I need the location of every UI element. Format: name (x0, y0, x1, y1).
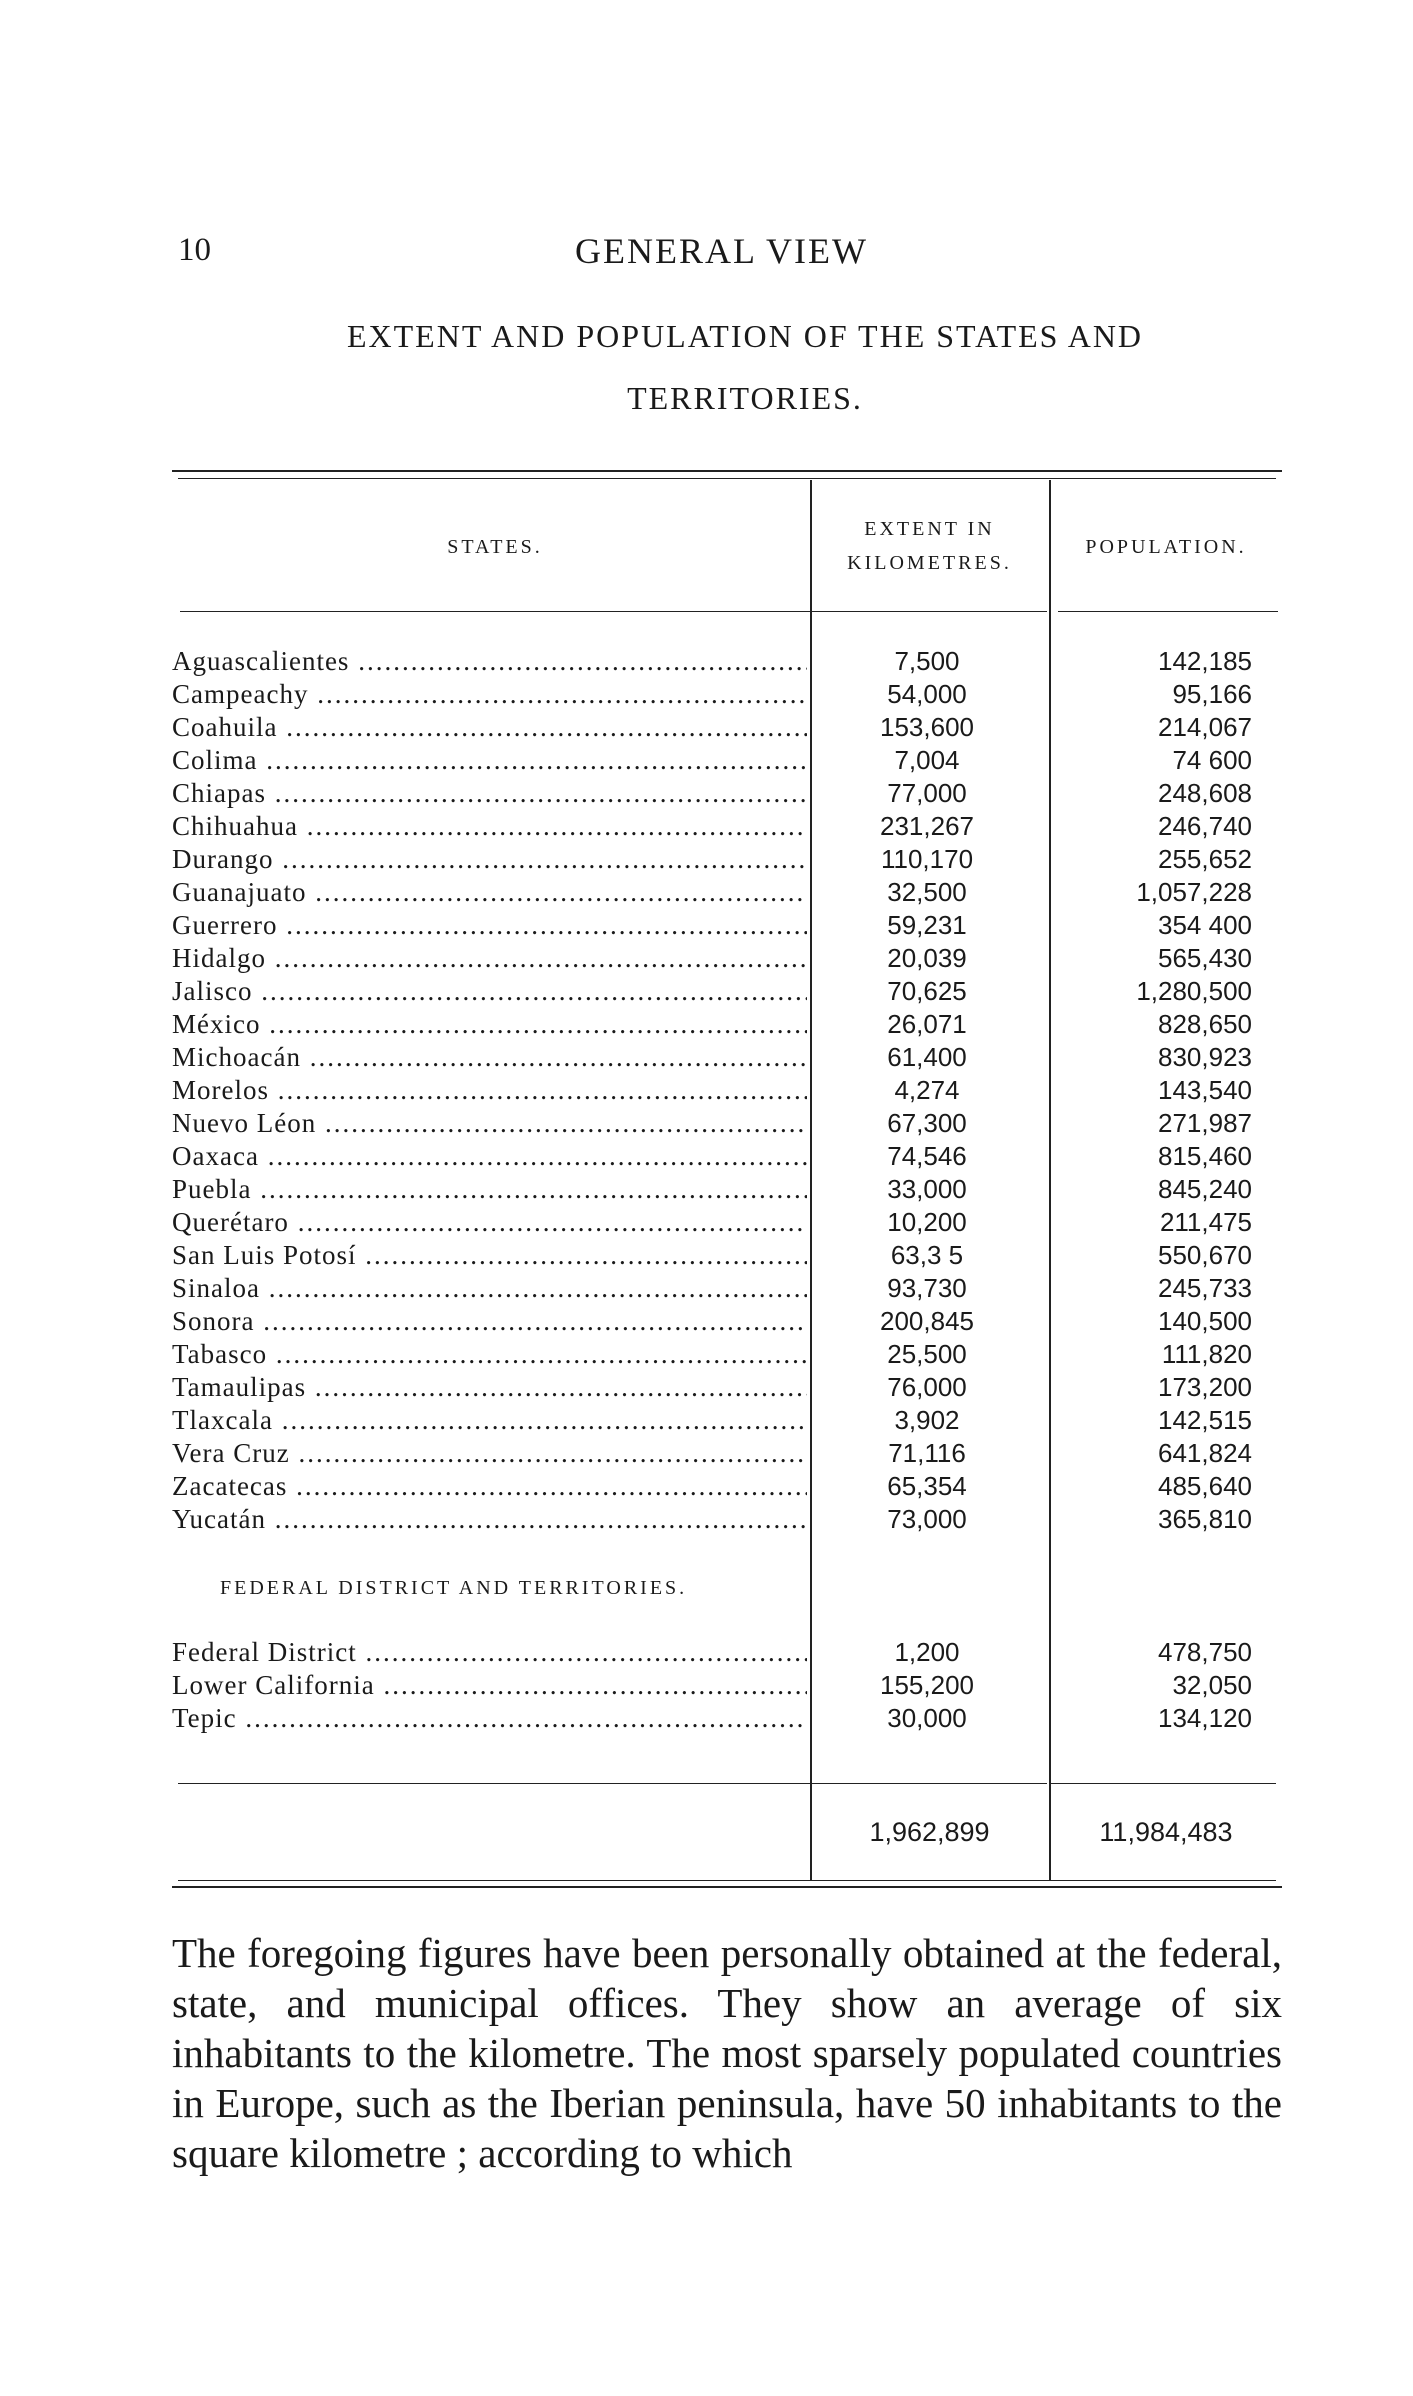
table-row (172, 942, 1282, 975)
population-value: 271,987 (1158, 1108, 1252, 1138)
extent-value: 110,170 (880, 844, 974, 874)
header-extent-line-2: KILOMETRES. (847, 552, 1012, 574)
table-row (172, 1636, 1282, 1669)
population-value: 142,185 (1158, 646, 1252, 676)
table-bottom-rule-2 (172, 1886, 1282, 1888)
state-name: Sonora ..... (172, 1305, 807, 1338)
extent-value: 77,000 (887, 778, 967, 808)
population-value: 142,515 (1158, 1405, 1252, 1435)
population-value: 255,652 (1158, 844, 1252, 874)
extent-value: 153,600 (880, 712, 974, 742)
population-value: 815,460 (1158, 1141, 1252, 1171)
population-value: 143,540 (1158, 1075, 1252, 1105)
table-row (172, 876, 1282, 909)
extent-value: 67,300 (887, 1108, 967, 1138)
totals-rule-mid (812, 1783, 1047, 1784)
population-value: 248,608 (1158, 778, 1252, 808)
extent-value: 70,625 (887, 976, 967, 1006)
population-value: 1,057,228 (1136, 877, 1252, 907)
table-row (172, 843, 1282, 876)
population-value: 173,200 (1158, 1372, 1252, 1402)
population-value: 74 600 (1172, 745, 1252, 775)
extent-value: 200,845 (880, 1306, 974, 1336)
extent-value: 4,274 (894, 1075, 960, 1105)
state-name: Guanajuato ..... (172, 876, 807, 909)
totals-rule-right (1051, 1783, 1276, 1784)
extent-value: 3,902 (894, 1405, 960, 1435)
table-row (172, 810, 1282, 843)
extent-value: 155,200 (880, 1670, 974, 1700)
body-paragraph (172, 1928, 1282, 2178)
extent-value: 54,000 (887, 679, 967, 709)
state-name: Yucatán ..... (172, 1503, 807, 1536)
population-value: 828,650 (1158, 1009, 1252, 1039)
paragraph-text: The foregoing figures have been personally obtained at the federal, state, and municipal offices. They show an average of six inhabitants to the kilometre. The most sparsely populated countries in Europe, such as the Iberian peninsula, have 50 inhabitants to the square kilometre ; according to which (172, 1930, 1282, 2176)
population-value: 478,750 (1158, 1637, 1252, 1667)
extent-value: 73,000 (887, 1504, 967, 1534)
population-value: 245,733 (1158, 1273, 1252, 1303)
population-value: 365,810 (1158, 1504, 1252, 1534)
table-row (172, 1008, 1282, 1041)
territories-heading: FEDERAL DISTRICT AND TERRITORIES. (220, 1577, 688, 1599)
population-value: 550,670 (1158, 1240, 1252, 1270)
table-row (172, 1503, 1282, 1536)
population-value: 32,050 (1172, 1670, 1252, 1700)
state-name: Querétaro ..... (172, 1206, 807, 1239)
extent-value: 71,116 (888, 1438, 966, 1468)
population-value: 354 400 (1158, 910, 1252, 940)
extent-value: 10,200 (887, 1207, 967, 1237)
state-name: Colima ..... (172, 744, 807, 777)
table-row (172, 744, 1282, 777)
table-row (172, 1437, 1282, 1470)
extent-value: 7,004 (894, 745, 960, 775)
extent-value: 61,400 (887, 1042, 967, 1072)
state-name: Guerrero ..... (172, 909, 807, 942)
population-value: 111,820 (1161, 1339, 1252, 1369)
table-row (172, 1239, 1282, 1272)
table-row (172, 1371, 1282, 1404)
total-extent: 1,962,899 (869, 1817, 990, 1847)
extent-value: 30,000 (887, 1703, 967, 1733)
table-row (172, 909, 1282, 942)
table-row (172, 1338, 1282, 1371)
state-name: Hidalgo ..... (172, 942, 807, 975)
state-name: Jalisco ..... (172, 975, 807, 1008)
state-name: Chihuahua ..... (172, 810, 807, 843)
table-row (172, 1305, 1282, 1338)
table-row (172, 1107, 1282, 1140)
territory-name: Federal District ..... (172, 1636, 807, 1669)
population-value: 830,923 (1158, 1042, 1252, 1072)
state-name: Sinaloa ..... (172, 1272, 807, 1305)
state-name: San Luis Potosí ..... (172, 1239, 807, 1272)
extent-value: 7,500 (894, 646, 960, 676)
state-name: Nuevo Léon ..... (172, 1107, 807, 1140)
table-bottom-rule-1 (178, 1880, 1276, 1881)
extent-value: 32,500 (887, 877, 967, 907)
extent-value: 25,500 (887, 1339, 967, 1369)
territory-name: Lower California ..... (172, 1669, 807, 1702)
header-rule-mid (812, 611, 1047, 612)
table-row (172, 975, 1282, 1008)
territory-name: Tepic ..... (172, 1702, 807, 1735)
population-value: 845,240 (1158, 1174, 1252, 1204)
state-name: Chiapas ..... (172, 777, 807, 810)
running-head: GENERAL VIEW (575, 231, 868, 271)
state-name: Durango ..... (172, 843, 807, 876)
header-states: STATES. (447, 536, 543, 558)
extent-value: 76,000 (887, 1372, 967, 1402)
header-extent-line-1: EXTENT IN (864, 518, 995, 540)
state-name: Oaxaca ..... (172, 1140, 807, 1173)
page-number: 10 (178, 232, 211, 268)
table-title-line-1: EXTENT AND POPULATION OF THE STATES AND (346, 318, 1144, 354)
table-row (172, 678, 1282, 711)
table-row (172, 645, 1282, 678)
population-value: 1,280,500 (1136, 976, 1252, 1006)
population-value: 246,740 (1158, 811, 1252, 841)
table-row (172, 777, 1282, 810)
population-value: 641,824 (1158, 1438, 1252, 1468)
population-value: 214,067 (1158, 712, 1252, 742)
totals-rule-left (178, 1783, 810, 1784)
state-name: Tabasco ..... (172, 1338, 807, 1371)
table-row (172, 1272, 1282, 1305)
population-value: 565,430 (1158, 943, 1252, 973)
table-row (172, 1702, 1282, 1735)
table-row (172, 1041, 1282, 1074)
table-row (172, 1404, 1282, 1437)
header-rule-right (1058, 611, 1278, 612)
table-row (172, 1206, 1282, 1239)
state-name: Morelos ..... (172, 1074, 807, 1107)
total-population: 11,984,483 (1099, 1817, 1233, 1847)
header-rule-left (180, 611, 810, 612)
state-name: Vera Cruz ..... (172, 1437, 807, 1470)
table-row (172, 1173, 1282, 1206)
table-top-rule-2 (178, 478, 1276, 479)
extent-value: 59,231 (887, 910, 967, 940)
state-name: Puebla ..... (172, 1173, 807, 1206)
population-value: 485,640 (1158, 1471, 1252, 1501)
population-value: 211,475 (1159, 1207, 1252, 1237)
extent-value: 93,730 (887, 1273, 967, 1303)
table-title-line-2: TERRITORIES. (627, 380, 863, 416)
extent-value: 74,546 (887, 1141, 967, 1171)
state-name: Tamaulipas ..... (172, 1371, 807, 1404)
extent-value: 63,3 5 (890, 1240, 964, 1270)
table-row (172, 1470, 1282, 1503)
population-value: 140,500 (1158, 1306, 1252, 1336)
state-name: Tlaxcala ..... (172, 1404, 807, 1437)
extent-value: 231,267 (880, 811, 974, 841)
extent-value: 65,354 (887, 1471, 967, 1501)
state-name: Aguascalientes ..... (172, 645, 807, 678)
table-row (172, 711, 1282, 744)
extent-value: 26,071 (887, 1009, 967, 1039)
table-top-rule-1 (172, 470, 1282, 472)
extent-value: 20,039 (887, 943, 967, 973)
header-population: POPULATION. (1085, 536, 1247, 558)
table-row (172, 1669, 1282, 1702)
state-name: Coahuila ..... (172, 711, 807, 744)
table-row (172, 1074, 1282, 1107)
extent-value: 1,200 (894, 1637, 960, 1667)
state-name: Campeachy ..... (172, 678, 807, 711)
population-value: 134,120 (1158, 1703, 1252, 1733)
state-name: Zacatecas ..... (172, 1470, 807, 1503)
extent-value: 33,000 (887, 1174, 967, 1204)
state-name: Michoacán ..... (172, 1041, 807, 1074)
state-name: México ..... (172, 1008, 807, 1041)
table-row (172, 1140, 1282, 1173)
population-value: 95,166 (1172, 679, 1252, 709)
